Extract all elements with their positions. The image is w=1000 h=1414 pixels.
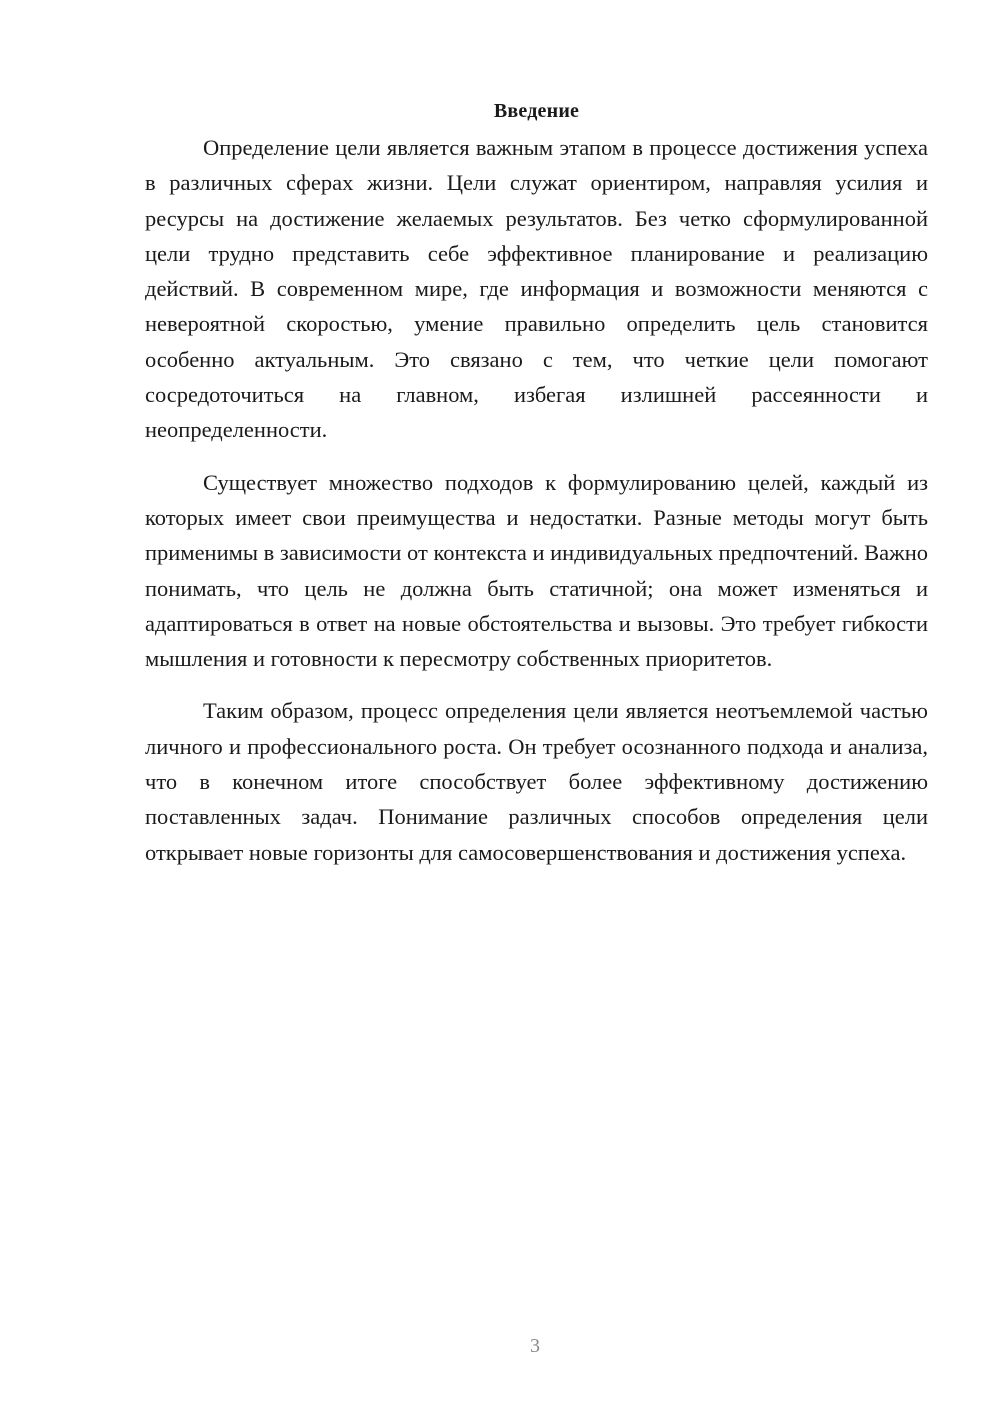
page-content bbox=[145, 96, 928, 870]
page-number: 3 bbox=[530, 1335, 540, 1357]
section-heading: Введение bbox=[493, 100, 580, 122]
paragraph-1: Определение цели является важным этапом в процессе достижения успеха в различных сферах жизни. Цели служат ориентиром, направляя усилия и ресурсы на достижение желаемых результатов. Без четко сформулированной цели трудно представить себе эффективное планирование и реализацию действий. В современном мире, где информация и возможности меняются с невероятной скоростью, умение правильно определить цель становится особенно актуальным. Это связано с тем, что четкие цели помогают сосредоточиться на главном, избегая излишней рассеянности и неопределенности. bbox=[145, 135, 928, 443]
paragraph-3: Таким образом, процесс определения цели является неотъемлемой частью личного и профессионального роста. Он требует осознанного подхода и анализа, что в конечном итоге способствует более эффективному достижению поставленных задач. Понимание различных способов определения цели открывает новые горизонты для самосовершенствования и достижения успеха. bbox=[145, 698, 928, 865]
paragraph-2: Существует множество подходов к формулированию целей, каждый из которых имеет свои преимущества и недостатки. Разные методы могут быть применимы в зависимости от контекста и индивидуальных предпочтений. Важно понимать, что цель не должна быть статичной; она может изменяться и адаптироваться в ответ на новые обстоятельства и вызовы. Это требует гибкости мышления и готовности к пересмотру собственных приоритетов. bbox=[145, 469, 928, 672]
